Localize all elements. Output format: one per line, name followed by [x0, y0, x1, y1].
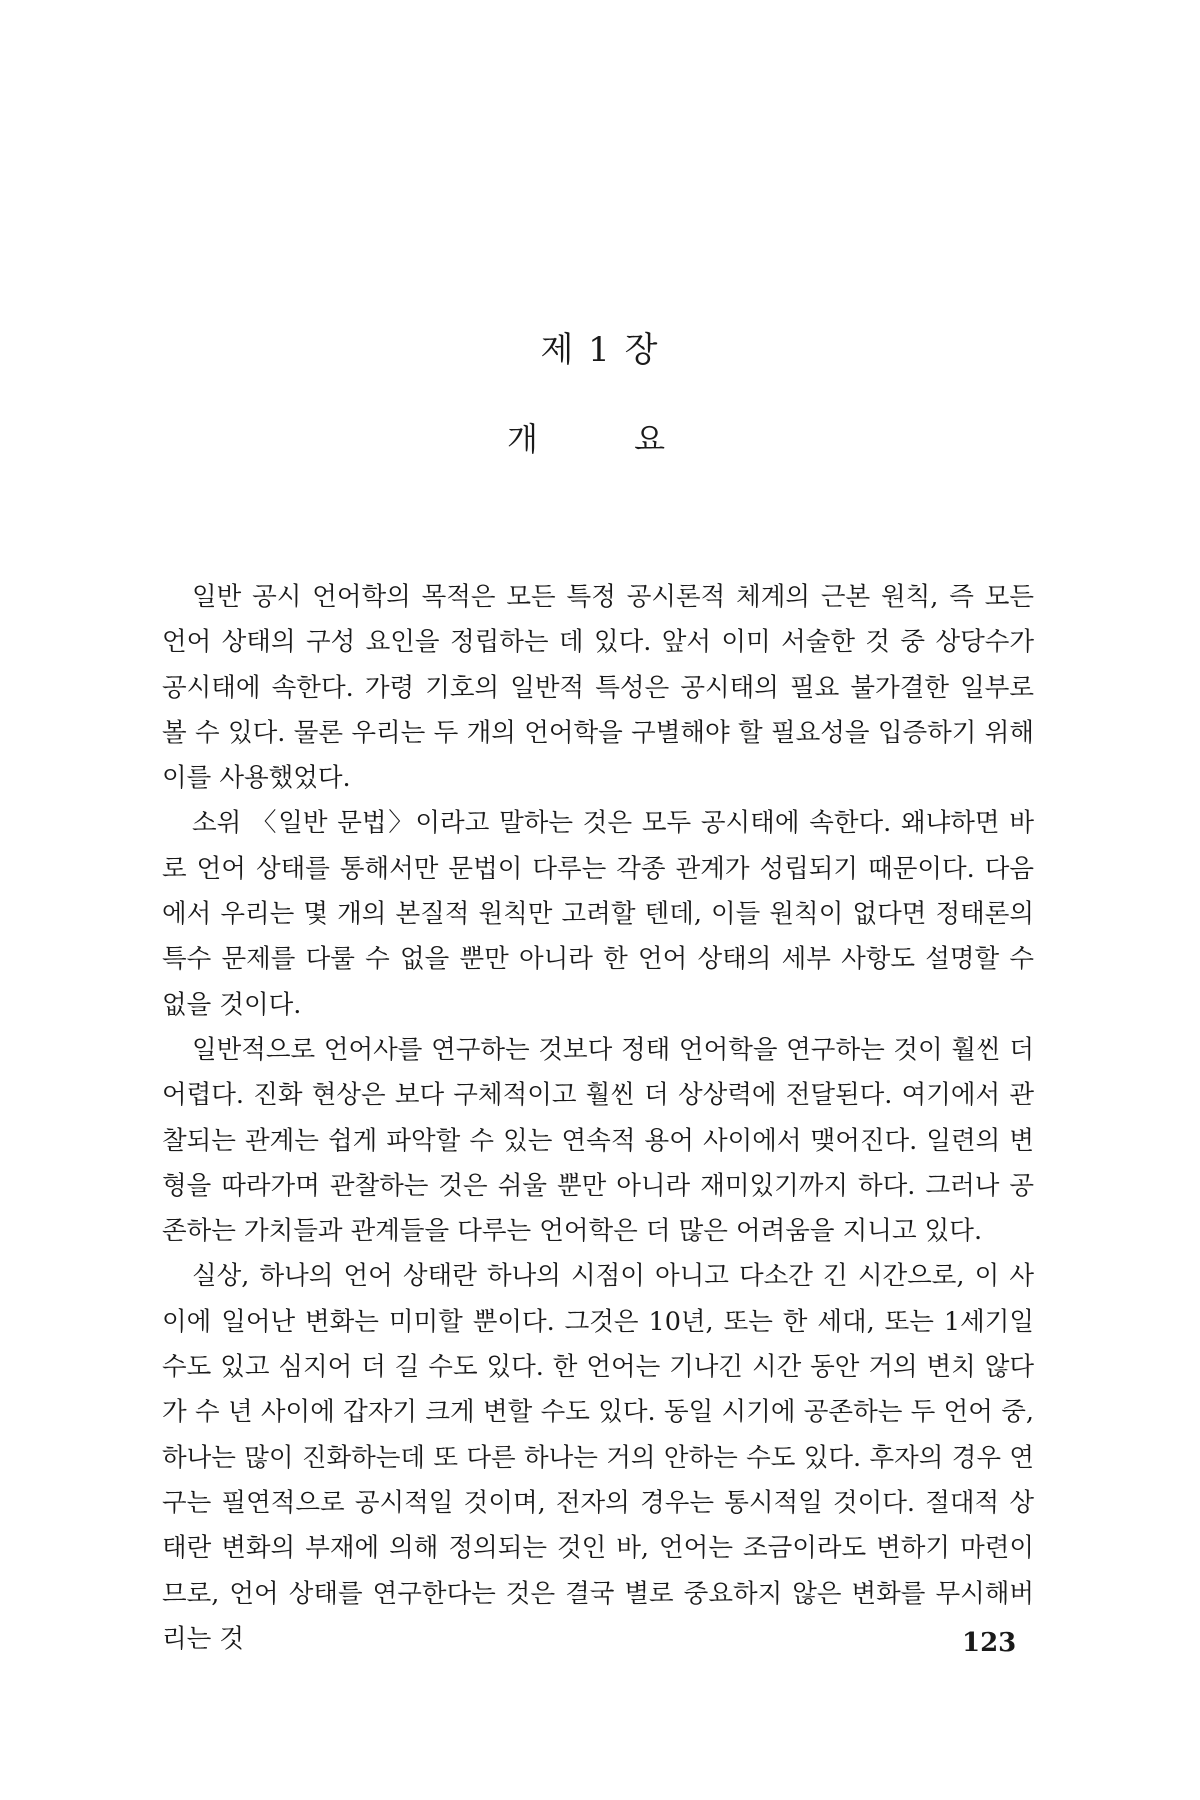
paragraph-1: 일반 공시 언어학의 목적은 모든 특정 공시론적 체계의 근본 원칙, 즉 모든 언어 상태의 구성 요인을 정립하는 데 있다. 앞서 이미 서술한 것 중 상당수가 공시태에 속한다. 가령 기호의 일반적 특성은 공시태의 필요 불가결한 일부로 볼 수 있다. 물론 우리는 두 개의 언어학을 구별해야 할 필요성을 입증하기 위해 이를 사용했었다.: [162, 582, 1034, 794]
chapter-title: 개 요: [507, 420, 693, 458]
body-text: [162, 575, 1034, 1662]
paragraph-2: 소위 〈일반 문법〉이라고 말하는 것은 모두 공시태에 속한다. 왜냐하면 바로 언어 상태를 통해서만 문법이 다루는 각종 관계가 성립되기 때문이다. 다음에서 우리는 몇 개의 본질적 원칙만 고려할 텐데, 이들 원칙이 없다면 정태론의 특수 문제를 다룰 수 없을 뿐만 아니라 한 언어 상태의 세부 사항도 설명할 수 없을 것이다.: [162, 808, 1034, 1020]
page-number: 123: [962, 1628, 1017, 1658]
paragraph-3: 일반적으로 언어사를 연구하는 것보다 정태 언어학을 연구하는 것이 훨씬 더 어렵다. 진화 현상은 보다 구체적이고 훨씬 더 상상력에 전달된다. 여기에서 관찰되는 관계는 쉽게 파악할 수 있는 연속적 용어 사이에서 맺어진다. 일련의 변형을 따라가며 관찰하는 것은 쉬울 뿐만 아니라 재미있기까지 하다. 그러나 공존하는 가치들과 관계들을 다루는 언어학은 더 많은 어려움을 지니고 있다.: [162, 1034, 1034, 1247]
paragraph-4: 실상, 하나의 언어 상태란 하나의 시점이 아니고 다소간 긴 시간으로, 이 사이에 일어난 변화는 미미할 뿐이다. 그것은 10년, 또는 한 세대, 또는 1세기일 수도 있고 심지어 더 길 수도 있다. 한 언어는 기나긴 시간 동안 거의 변치 않다가 수 년 사이에 갑자기 크게 변할 수도 있다. 동일 시기에 공존하는 두 언어 중, 하나는 많이 진화하는데 또 다른 하나는 거의 안하는 수도 있다. 후자의 경우 연구는 필연적으로 공시적일 것이며, 전자의 경우는 통시적일 것이다. 절대적 상태란 변화의 부재에 의해 정의되는 것인 바, 언어는 조금이라도 변하기 마련이므로, 언어 상태를 연구한다는 것은 결국 별로 중요하지 않은 변화를 무시해버리는 것: [162, 1261, 1034, 1654]
chapter-number: 제 1 장: [540, 330, 660, 370]
